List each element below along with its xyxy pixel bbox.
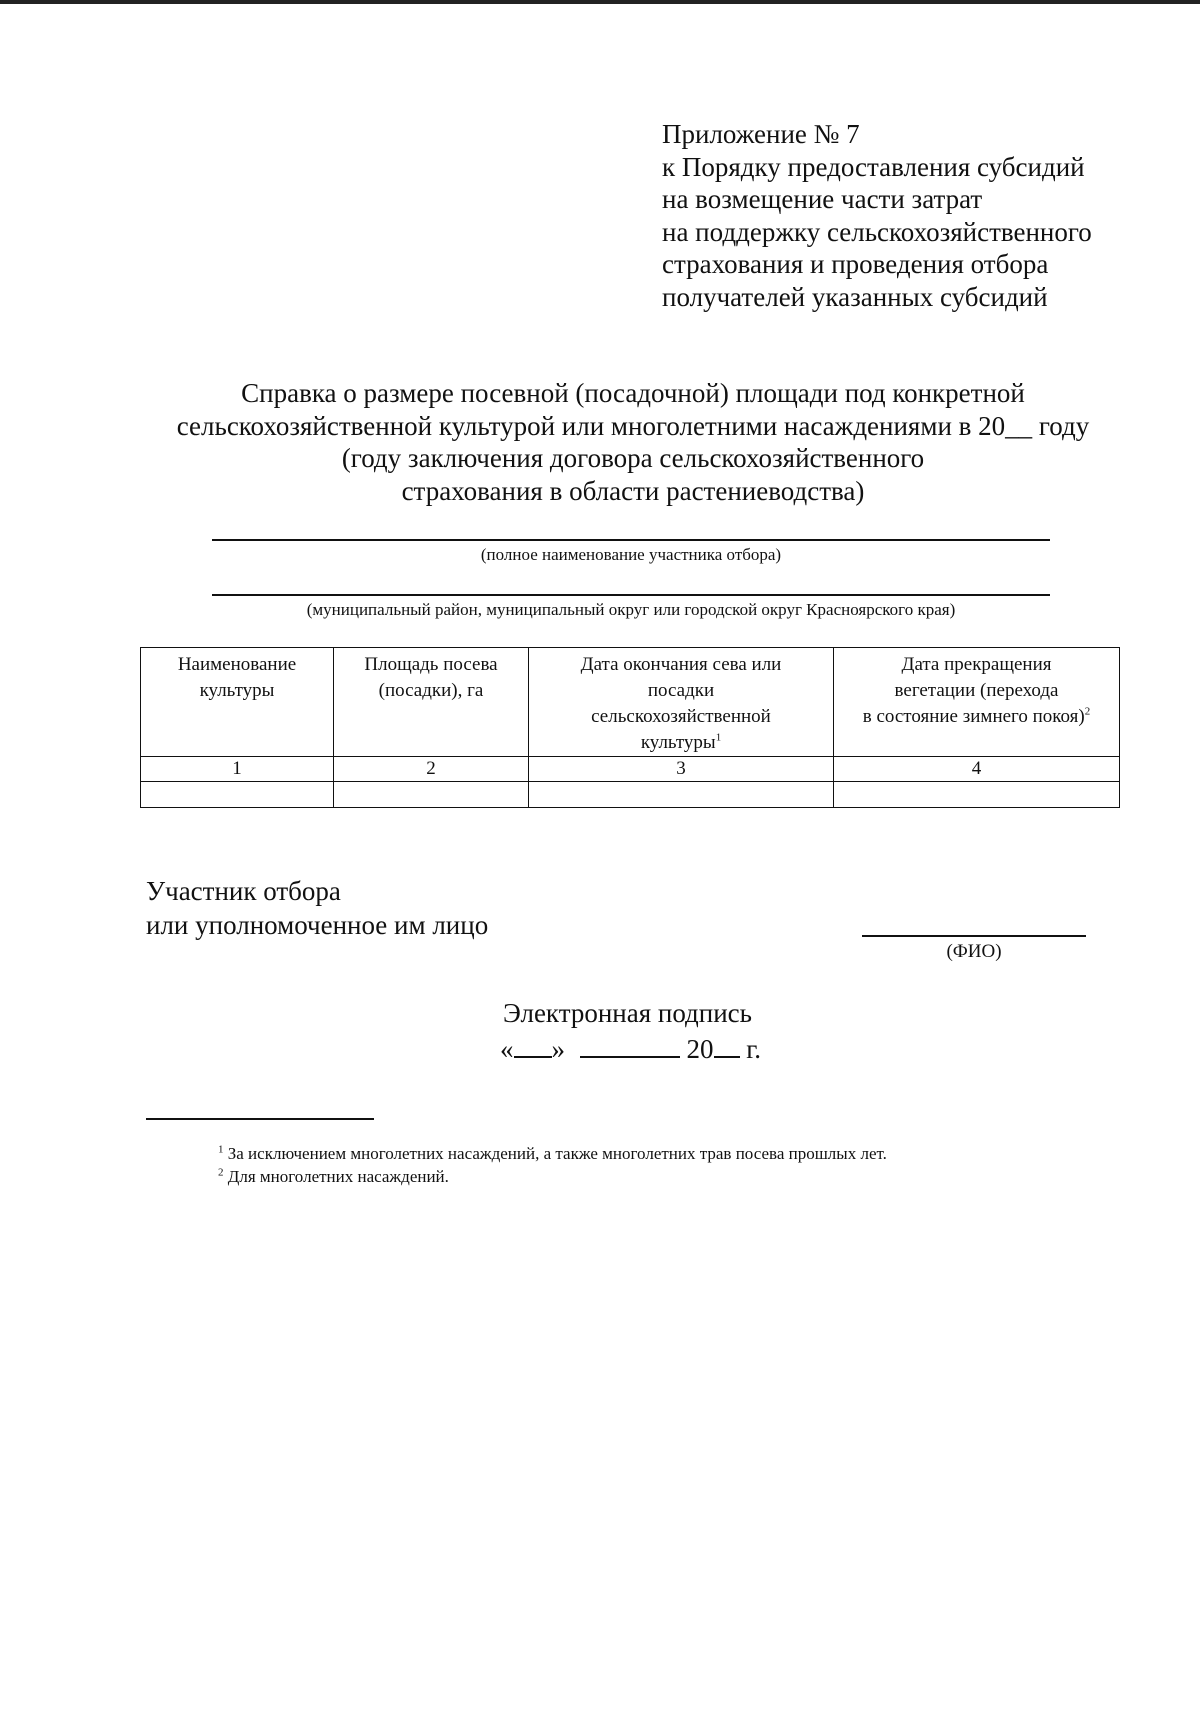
participant-name-line[interactable] [212,539,1050,541]
header-sowing-end-date [529,648,834,757]
column-number: 1 [141,757,334,782]
appendix-line: на поддержку сельскохозяйственного [662,216,1092,247]
title-line: страхования в области растениеводства) [401,475,865,506]
header-sown-area [334,648,529,757]
column-number-row [141,757,1120,782]
table-row[interactable] [141,782,1120,808]
appendix-line: на возмещение части затрат [662,184,983,214]
title-line: (году заключения договора сельскохозяйственного [341,443,925,473]
column-number: 3 [529,757,834,782]
appendix-line: к Порядку предоставления субсидий [662,151,1085,182]
title-line: сельскохозяйственной культурой или многолетними насаждениями в 20__ году [176,410,1090,441]
header-line: культуры [199,680,275,701]
appendix-line: получателей указанных субсидий [662,281,1048,312]
district-line[interactable] [212,594,1050,596]
table-cell-sowing-date[interactable] [529,782,834,808]
header-vegetation-end-date [834,648,1120,757]
signer-line: или уполномоченное им лицо [146,910,489,940]
crop-area-table [140,647,1120,808]
footnotes [218,1142,887,1188]
header-line: посадки [647,680,715,701]
date-year-suffix: г. [746,1034,762,1064]
signer-line: Участник отбора [146,876,341,906]
date-day-blank[interactable] [514,1030,552,1058]
appendix-line: Приложение № 7 [662,119,860,149]
date-quote-open: « [500,1034,514,1064]
date-year-prefix: 20 [686,1034,714,1064]
column-number: 2 [334,757,529,782]
header-line: Дата прекращения [901,654,1052,675]
fio-signature-line[interactable] [862,935,1086,937]
appendix-header [662,118,1182,313]
footnote-separator [146,1118,374,1120]
date-field [500,1030,761,1066]
header-line: сельскохозяйственной [591,706,771,727]
column-number: 4 [834,757,1120,782]
header-line: Площадь посева [364,654,498,675]
title-line: Справка о размере посевной (посадочной) площади под конкретной [241,378,1025,408]
district-caption: (муниципальный район, муниципальный округ или городской округ Красноярского края) [306,600,956,619]
electronic-signature-label: Электронная подпись [503,998,752,1028]
document-title [100,377,1166,507]
header-line: в состояние зимнего покоя) [862,706,1085,727]
table-header-row [141,648,1120,757]
footnote-mark: 1 [715,731,722,744]
fio-caption: (ФИО) [946,941,1002,962]
signer-block [146,874,488,942]
footnote-mark: 2 [218,1166,224,1179]
date-month-blank[interactable] [580,1030,680,1058]
header-crop-name [141,648,334,757]
footnote-item [218,1165,887,1188]
appendix-line: страхования и проведения отбора [662,249,1049,279]
header-line: культуры [640,732,716,753]
table-cell-area[interactable] [334,782,529,808]
table-cell-crop[interactable] [141,782,334,808]
header-line: Дата окончания сева или [580,654,782,675]
footnote-text: Для многолетних насаждений. [227,1167,449,1186]
date-quote-close: » [551,1034,565,1064]
header-line: (посадки), га [378,680,484,701]
scan-top-edge [0,0,1200,4]
footnote-item [218,1142,887,1165]
footnote-text: За исключением многолетних насаждений, а также многолетних трав посева прошлых лет. [227,1144,887,1163]
footnote-mark: 2 [1084,705,1091,718]
table-cell-vegetation-date[interactable] [834,782,1120,808]
footnote-mark: 1 [218,1143,224,1156]
header-line: вегетации (перехода [894,680,1059,701]
participant-name-caption: (полное наименование участника отбора) [480,545,782,564]
header-line: Наименование [177,654,297,675]
date-year-blank[interactable] [714,1030,740,1058]
